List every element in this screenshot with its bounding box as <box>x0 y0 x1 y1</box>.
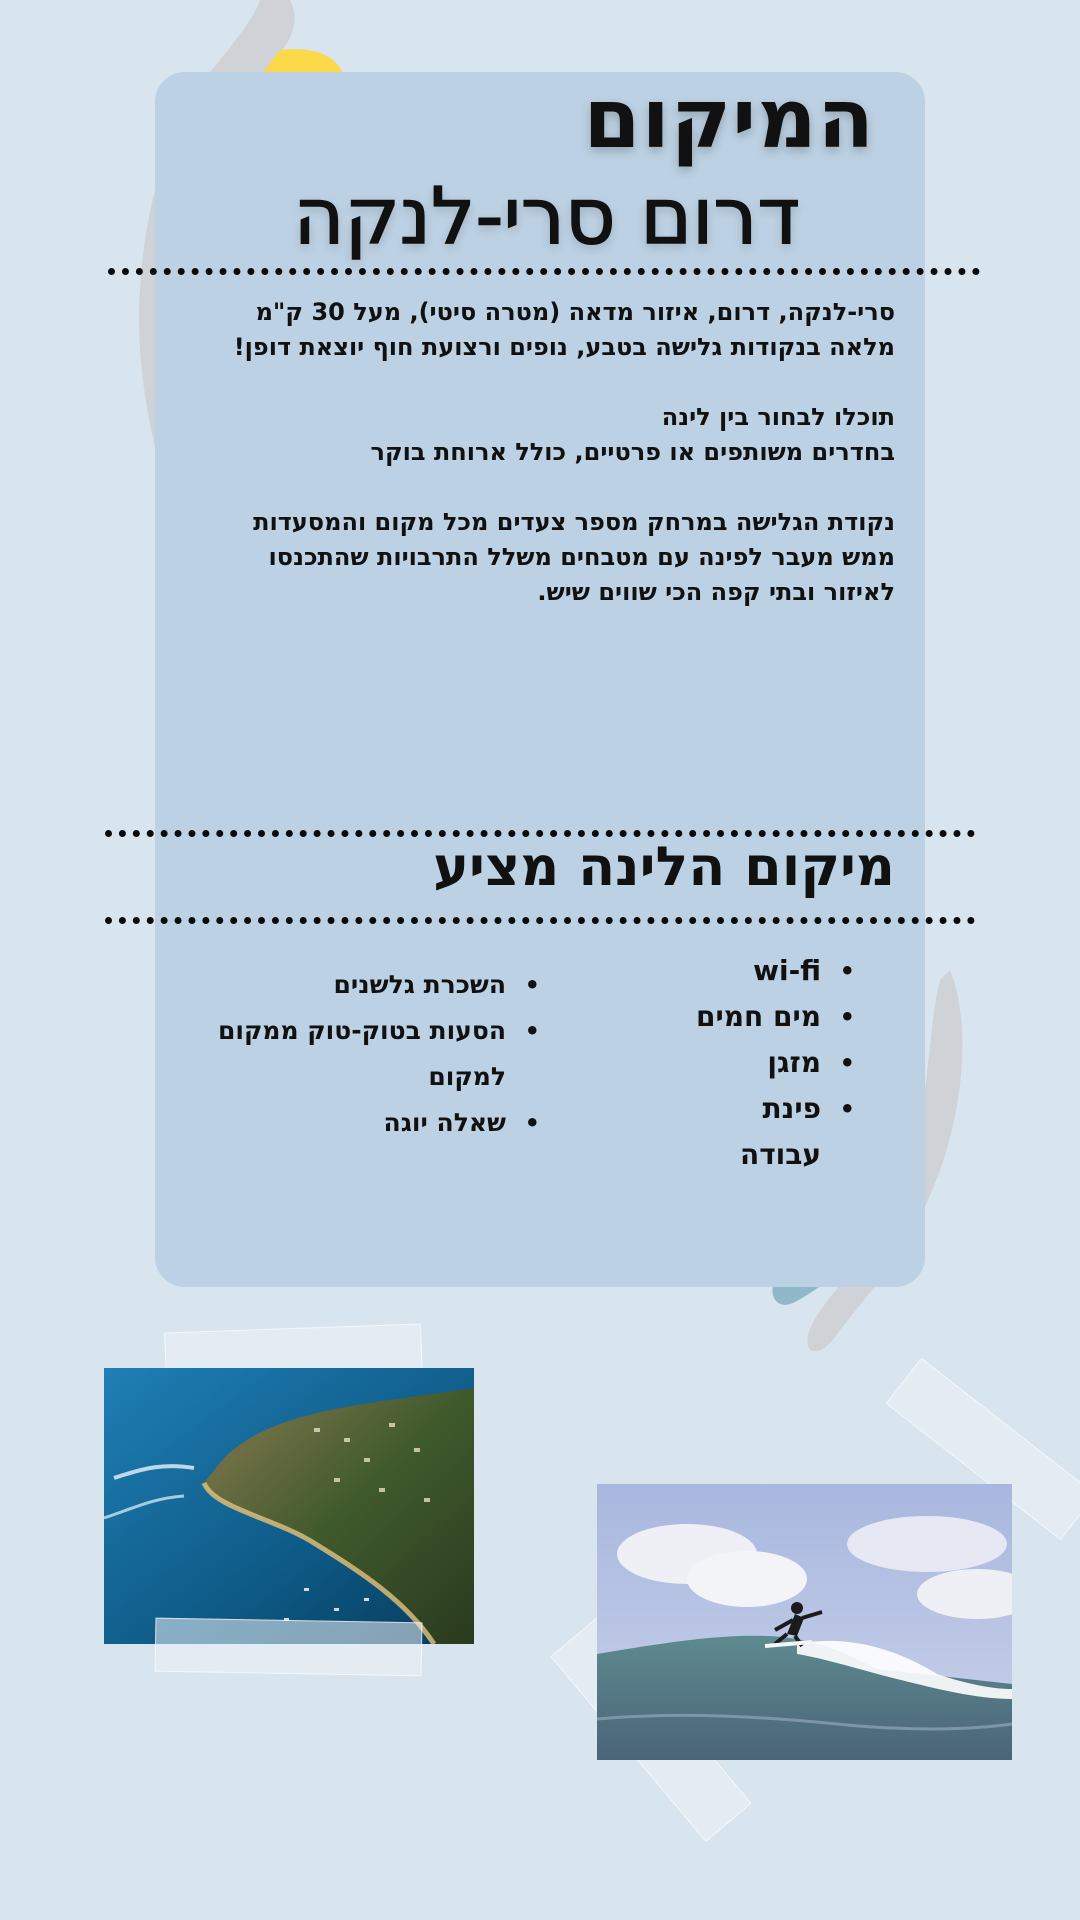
intro-paragraph-lodging: תוכלו לבחור בין לינה בחדרים משותפים או פרטיים, כולל ארוחת בוקר <box>370 403 895 466</box>
list-item: • שאלה יוגה <box>383 1108 540 1137</box>
amenity-yoga: שאלה יוגה <box>383 1108 506 1137</box>
intro-paragraph-surf-spot: נקודת הגלישה במרחק מספר צעדים מכל מקום והמסעדות ממש מעבר לפינה עם מטבחים משלל התרבויות שהתכנסו לאיזור ובתי קפה הכי שווים שיש. <box>253 508 895 606</box>
amenity-workspace: פינת עבודה <box>739 1092 821 1171</box>
list-item: • מים חמים <box>696 1000 855 1033</box>
page-title: המיקום <box>583 72 875 167</box>
list-item: • פינת עבודה <box>739 1092 855 1171</box>
lodging-section-title: מיקום הלינה מציע <box>433 835 895 898</box>
aerial-coast-photo <box>104 1368 474 1644</box>
list-item: • מזגן <box>767 1046 855 1079</box>
amenity-hot-water: מים חמים <box>696 1000 821 1033</box>
tape-decoration <box>155 1618 423 1677</box>
list-item: • השכרת גלשנים <box>333 970 540 999</box>
list-item: • הסעות בטוק-טוק ממקום למקום <box>217 1016 540 1091</box>
amenity-board-rental: השכרת גלשנים <box>333 970 506 999</box>
dotted-divider-bottom <box>105 917 975 924</box>
amenities-list-left <box>210 962 540 1146</box>
dotted-divider-top <box>108 268 980 275</box>
page-subtitle: דרום סרי-לנקה <box>293 172 800 262</box>
intro-paragraph-location: סרי-לנקה, דרום, איזור מדאה (מטרה סיטי), מעל 30 ק"מ מלאה בנקודות גלישה בטבע, נופים ורצועת חוף יוצאת דופן! <box>233 298 895 361</box>
amenity-tuk-tuk: הסעות בטוק-טוק ממקום למקום <box>217 1016 506 1091</box>
amenities-list-right <box>625 948 855 1178</box>
amenity-wifi: wi-fi <box>753 954 821 987</box>
surfer-wave-photo <box>597 1484 1012 1760</box>
amenity-ac: מזגן <box>767 1046 821 1079</box>
list-item: • wi-fi <box>753 954 855 987</box>
